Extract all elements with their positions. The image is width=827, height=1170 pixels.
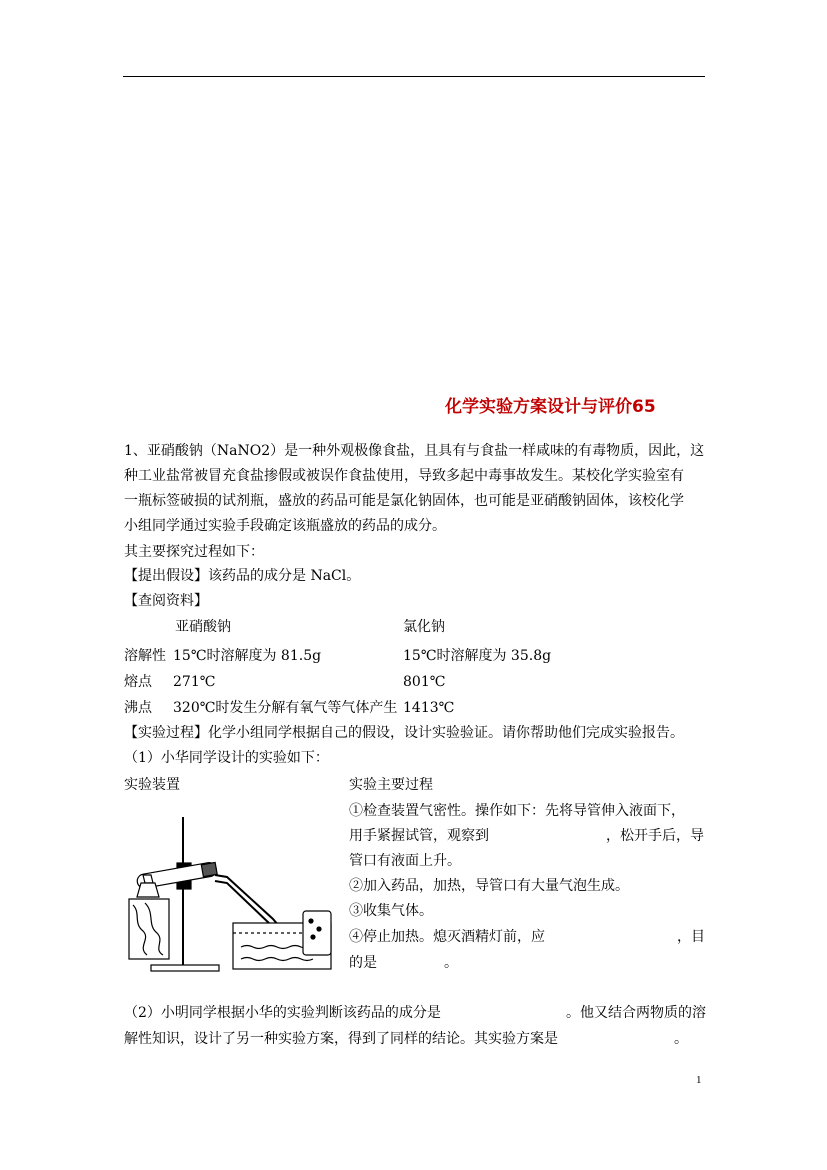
page-number: 1	[696, 1074, 702, 1086]
table-row-label: 沸点	[124, 700, 152, 716]
steps-label: 实验主要过程	[349, 777, 433, 793]
step-4-tail: ，目	[677, 929, 705, 945]
table-header-nacl: 氯化钠	[403, 619, 445, 635]
step-4-purpose-tail: 。	[444, 955, 458, 971]
part1-heading: （1）小华同学设计的实验如下：	[124, 750, 329, 766]
process-intro: 其主要探究过程如下：	[124, 544, 264, 560]
experiment-heading: 【实验过程】化学小组同学根据自己的假设，设计实验验证。请你帮助他们完成实验报告。	[124, 725, 684, 741]
step-2: ②加入药品，加热，导管口有大量气泡生成。	[349, 878, 629, 894]
step-3: ③收集气体。	[349, 903, 433, 919]
part2-line-2a: 解性知识，设计了另一种实验方案，得到了同样的结论。其实验方案是	[124, 1031, 558, 1047]
table-cell: 15℃时溶解度为 35.8g	[403, 648, 552, 664]
step-4: ④停止加热。熄灭酒精灯前，应	[349, 929, 545, 945]
step-4-purpose: 的是	[349, 955, 377, 971]
apparatus-diagram	[123, 815, 333, 980]
step-1-cont-tail: ，松开手后，导	[606, 828, 704, 844]
table-cell: 320℃时发生分解有氧气等气体产生	[173, 700, 398, 716]
step-1: ①检查装置气密性。操作如下：先将导管伸入液面下，	[349, 803, 685, 819]
table-cell: 801℃	[403, 674, 446, 690]
intro-line-1: 1、亚硝酸钠（NaNO2）是一种外观极像食盐，且具有与食盐一样咸味的有毒物质，因此，这	[124, 443, 705, 459]
table-row-label: 熔点	[124, 674, 152, 690]
apparatus-label: 实验装置	[124, 777, 180, 793]
table-cell: 1413℃	[403, 700, 455, 716]
page-title: 化学实验方案设计与评价65	[445, 397, 656, 417]
table-cell: 15℃时溶解度为 81.5g	[173, 648, 322, 664]
table-cell: 271℃	[173, 674, 216, 690]
step-1-end: 管口有液面上升。	[349, 853, 461, 869]
intro-line-4: 小组同学通过实验手段确定该瓶盛放的药品的成分。	[124, 518, 446, 534]
reference-heading: 【查阅资料】	[124, 593, 208, 609]
header-rule	[123, 76, 705, 77]
table-header-nano2: 亚硝酸钠	[175, 619, 231, 635]
part2-line-1b: 。他又结合两物质的溶	[566, 1005, 706, 1021]
part2-line-1a: （2）小明同学根据小华的实验判断该药品的成分是	[124, 1005, 441, 1021]
intro-line-3: 一瓶标签破损的试剂瓶，盛放的药品可能是氯化钠固体，也可能是亚硝酸钠固体，该校化学	[124, 493, 684, 509]
intro-line-2: 种工业盐常被冒充食盐掺假或被误作食盐使用，导致多起中毒事故发生。某校化学实验室有	[124, 468, 684, 484]
table-row-label: 溶解性	[124, 648, 166, 664]
step-1-cont: 用手紧握试管，观察到	[349, 828, 489, 844]
part2-line-2b: 。	[674, 1031, 688, 1047]
hypothesis: 【提出假设】该药品的成分是 NaCl。	[124, 568, 361, 584]
